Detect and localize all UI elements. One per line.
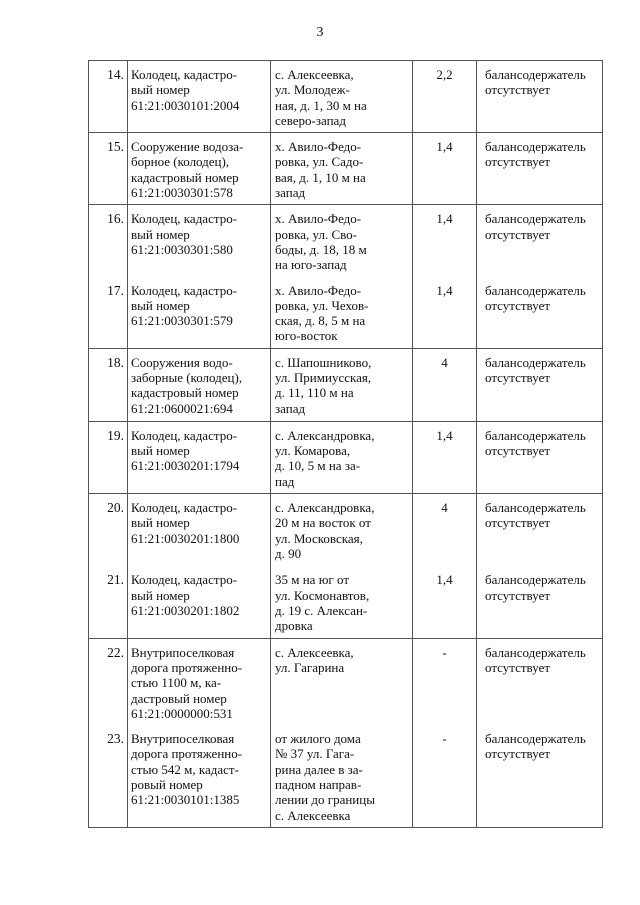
table-row	[89, 277, 603, 349]
address-cell	[271, 421, 413, 493]
cell-line: с. Александровка,	[275, 499, 375, 515]
cell-line: вая, д. 1, 10 м на	[275, 169, 366, 185]
cell-line: юго-восток	[275, 328, 338, 344]
cell-line: запад	[275, 400, 306, 416]
cell-line: дорога протяженно-	[131, 659, 243, 675]
cell-line: 61:21:0030101:1385	[131, 792, 240, 808]
owner-cell	[477, 205, 603, 277]
owner-cell	[477, 566, 603, 638]
cell-line: стью 1100 м, ка-	[131, 675, 222, 691]
row-number: 17.	[89, 277, 128, 349]
cell-line: х. Авило-Федо-	[275, 139, 362, 155]
cell-line: ная, д. 1, 30 м на	[275, 97, 367, 113]
cell-line: д. 10, 5 м на за-	[275, 458, 361, 474]
cell-line: дастровый номер	[131, 690, 227, 706]
cell-line: пад	[275, 473, 295, 489]
cell-line: на юго-запад	[275, 257, 347, 273]
owner-cell	[477, 61, 603, 133]
table-row	[89, 348, 603, 421]
cell-line: балансодержатель	[485, 354, 586, 370]
cell-line: дровка	[275, 618, 313, 634]
cell-line: ская, д. 8, 5 м на	[275, 313, 366, 329]
cell-line: 61:21:0000000:531	[131, 705, 233, 721]
address-cell	[271, 638, 413, 725]
cell-line: балансодержатель	[485, 139, 586, 155]
cell-line: Колодец, кадастро-	[131, 211, 238, 227]
row-number: 18.	[89, 348, 128, 421]
cell-line: 35 м на юг от	[275, 572, 350, 588]
cell-line: 61:21:0030301:578	[131, 185, 233, 201]
cell-line: Внутрипоселковая	[131, 644, 235, 660]
object-name-cell	[128, 61, 271, 133]
address-cell	[271, 725, 413, 827]
cell-line: 61:21:0030101:2004	[131, 97, 240, 113]
value-cell: 1,4	[413, 566, 477, 638]
cell-line: боды, д. 18, 18 м	[275, 241, 367, 257]
cell-line: рина далее в за-	[275, 761, 363, 777]
cell-line: ул. Комарова,	[275, 443, 351, 459]
cell-line: с. Шапошниково,	[275, 354, 372, 370]
cell-line: отсутствует	[485, 746, 551, 762]
address-cell	[271, 493, 413, 566]
cell-line: запад	[275, 185, 306, 201]
cell-line: отсутствует	[485, 82, 551, 98]
address-cell	[271, 61, 413, 133]
object-name-cell	[128, 566, 271, 638]
cell-line: балансодержатель	[485, 499, 586, 515]
address-cell	[271, 566, 413, 638]
table-row	[89, 493, 603, 566]
cell-line: Колодец, кадастро-	[131, 499, 238, 515]
cell-line: отсутствует	[485, 297, 551, 313]
cell-line: Колодец, кадастро-	[131, 427, 238, 443]
cell-line: отсутствует	[485, 370, 551, 386]
cell-line: Сооружения водо-	[131, 354, 233, 370]
cell-line: отсутствует	[485, 154, 551, 170]
cell-line: вый номер	[131, 443, 190, 459]
cell-line: с. Алексеевка,	[275, 67, 354, 82]
cell-line: вый номер	[131, 297, 190, 313]
value-cell: 1,4	[413, 277, 477, 349]
owner-cell	[477, 638, 603, 725]
cell-line: заборные (колодец),	[131, 370, 243, 386]
cell-line: Колодец, кадастро-	[131, 572, 238, 588]
row-number: 20.	[89, 493, 128, 566]
cell-line: отсутствует	[485, 587, 551, 603]
cell-line: 61:21:0030201:1800	[131, 530, 240, 546]
page-number: 3	[316, 25, 324, 40]
cell-line: с. Александровка,	[275, 427, 375, 443]
object-name-cell	[128, 493, 271, 566]
address-cell	[271, 133, 413, 205]
row-number: 19.	[89, 421, 128, 493]
cell-line: ул. Молодеж-	[275, 82, 350, 98]
table-row	[89, 566, 603, 638]
cell-line: балансодержатель	[485, 282, 586, 298]
cell-line: ул. Московская,	[275, 530, 363, 546]
row-number: 15.	[89, 133, 128, 205]
object-name-cell	[128, 205, 271, 277]
cell-line: балансодержатель	[485, 67, 586, 82]
row-number: 21.	[89, 566, 128, 638]
cell-line: х. Авило-Федо-	[275, 282, 362, 298]
table-row	[89, 61, 603, 133]
cell-line: балансодержатель	[485, 572, 586, 588]
cell-line: № 37 ул. Гага-	[275, 746, 355, 762]
cell-line: с. Алексеевка,	[275, 644, 354, 660]
table-row	[89, 205, 603, 277]
cell-line: д. 11, 110 м на	[275, 385, 354, 401]
cell-line: отсутствует	[485, 443, 551, 459]
table-row	[89, 421, 603, 493]
table-row	[89, 725, 603, 827]
row-number: 23.	[89, 725, 128, 827]
cell-line: ул. Примиусская,	[275, 370, 372, 386]
value-cell: -	[413, 638, 477, 725]
owner-cell	[477, 493, 603, 566]
object-name-cell	[128, 133, 271, 205]
cell-line: лении до границы	[275, 792, 375, 808]
cell-line: падном направ-	[275, 777, 362, 792]
cell-line: дорога протяженно-	[131, 746, 243, 762]
owner-cell	[477, 277, 603, 349]
cell-line: д. 19 с. Алексан-	[275, 603, 368, 619]
cell-line: Колодец, кадастро-	[131, 282, 238, 298]
row-number: 14.	[89, 61, 128, 133]
cell-line: 61:21:0030301:579	[131, 313, 233, 329]
address-cell	[271, 205, 413, 277]
cell-line: отсутствует	[485, 515, 551, 531]
owner-cell	[477, 421, 603, 493]
address-cell	[271, 348, 413, 421]
cell-line: х. Авило-Федо-	[275, 211, 362, 227]
row-number: 16.	[89, 205, 128, 277]
cell-line: Колодец, кадастро-	[131, 67, 238, 82]
cell-line: Внутрипоселковая	[131, 731, 235, 747]
cell-line: балансодержатель	[485, 731, 586, 747]
owner-cell	[477, 133, 603, 205]
cell-line: 61:21:0030301:580	[131, 241, 233, 257]
value-cell: -	[413, 725, 477, 827]
cell-line: д. 90	[275, 545, 302, 561]
cell-line: отсутствует	[485, 659, 551, 675]
object-name-cell	[128, 725, 271, 827]
object-name-cell	[128, 348, 271, 421]
cell-line: ровка, ул. Сво-	[275, 226, 357, 242]
cell-line: северо-запад	[275, 112, 346, 128]
address-cell	[271, 277, 413, 349]
object-name-cell	[128, 638, 271, 725]
value-cell: 4	[413, 348, 477, 421]
cell-line: вый номер	[131, 82, 190, 98]
cell-line: балансодержатель	[485, 644, 586, 660]
table-row	[89, 638, 603, 725]
cell-line: борное (колодец),	[131, 154, 230, 170]
value-cell: 1,4	[413, 133, 477, 205]
row-number: 22.	[89, 638, 128, 725]
owner-cell	[477, 348, 603, 421]
cell-line: кадастровый номер	[131, 169, 239, 185]
owner-cell	[477, 725, 603, 827]
cell-line: с. Алексеевка	[275, 807, 351, 823]
cell-line: отсутствует	[485, 226, 551, 242]
table-row	[89, 133, 603, 205]
value-cell: 4	[413, 493, 477, 566]
cell-line: балансодержатель	[485, 427, 586, 443]
cell-line: ровка, ул. Садо-	[275, 154, 364, 170]
object-name-cell	[128, 277, 271, 349]
cell-line: вый номер	[131, 515, 190, 531]
cell-line: вый номер	[131, 587, 190, 603]
cell-line: ул. Гагарина	[275, 659, 345, 675]
cell-line: балансодержатель	[485, 211, 586, 227]
cell-line: стью 542 м, кадаст-	[131, 761, 239, 777]
cell-line: 61:21:0030201:1802	[131, 603, 240, 619]
cell-line: 61:21:0600021:694	[131, 400, 233, 416]
value-cell: 2,2	[413, 61, 477, 133]
cell-line: 20 м на восток от	[275, 515, 371, 531]
cell-line: 61:21:0030201:1794	[131, 458, 240, 474]
register-table	[88, 60, 603, 828]
cell-line: ровка, ул. Чехов-	[275, 297, 369, 313]
cell-line: Сооружение водоза-	[131, 139, 244, 155]
cell-line: ул. Космонавтов,	[275, 587, 370, 603]
cell-line: вый номер	[131, 226, 190, 242]
object-name-cell	[128, 421, 271, 493]
cell-line: от жилого дома	[275, 731, 361, 747]
cell-line: ровый номер	[131, 777, 203, 792]
value-cell: 1,4	[413, 421, 477, 493]
value-cell: 1,4	[413, 205, 477, 277]
cell-line: кадастровый номер	[131, 385, 239, 401]
